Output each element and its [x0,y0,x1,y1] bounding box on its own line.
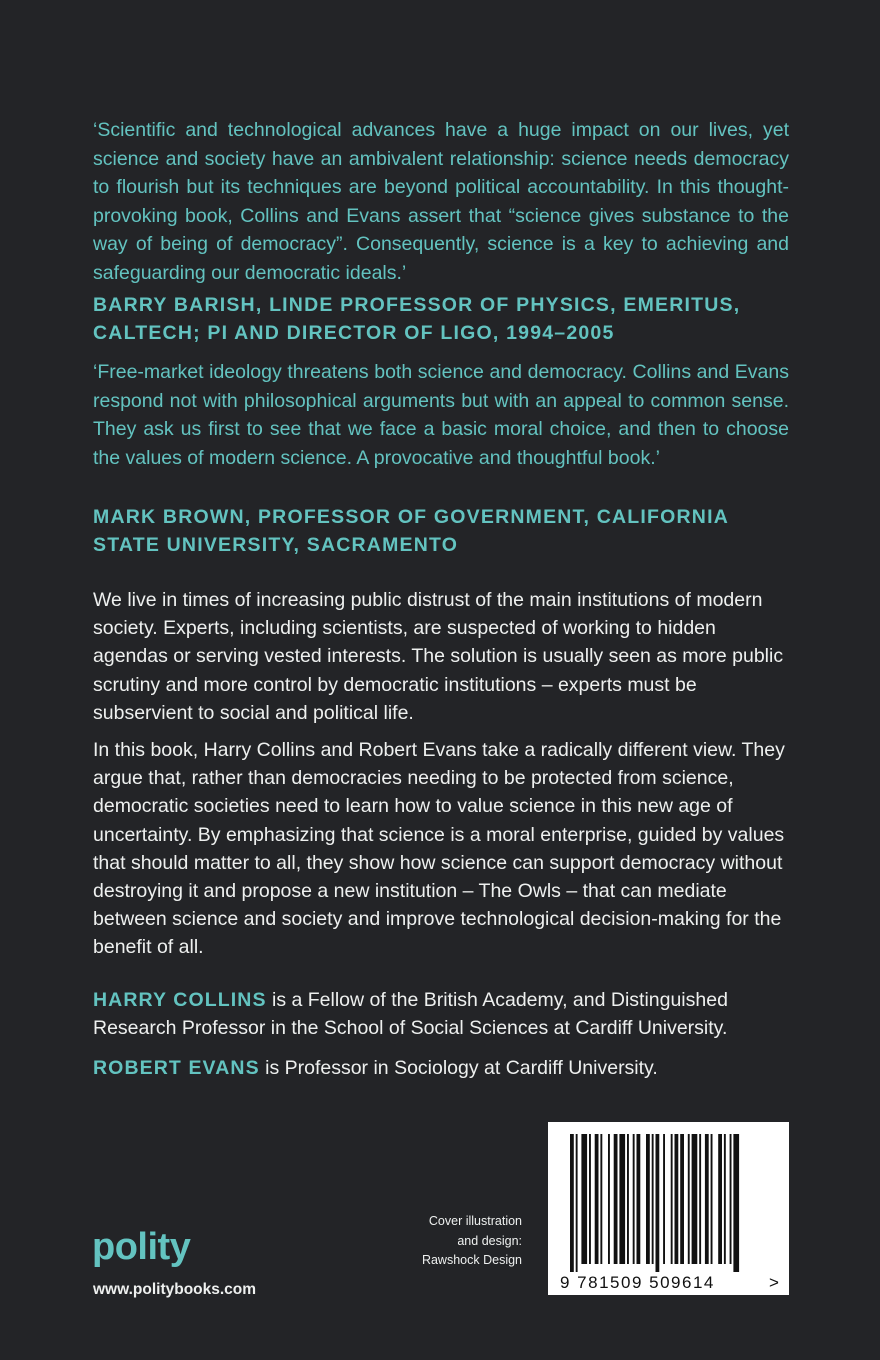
barcode-bar [570,1134,574,1272]
barcode-trailer: > [769,1273,779,1292]
barcode-bar [589,1134,591,1264]
credit-line-2: and design: [457,1233,522,1248]
description-paragraph-1: We live in times of increasing public distrust of the main institutions of modern society. Experts, including scientists, are suspected of working to hidden agendas or serving vested interests. The solution is usually seen as more public scrutiny and more control by democratic institutions – experts must be subservient to social and political life. [93,589,784,724]
barcode-bar [637,1134,641,1264]
credit-line-1: Cover illustration [428,1214,522,1228]
quote-brown: ‘Free-market ideology threatens both science and democracy. Collins and Evans respond not with philosophical arguments but with an appeal to common sense. They ask us first to see that we face a basic moral choice, and then to choose the values of modern science. A provocative and thoughtful book.’ [93,361,789,469]
barcode-bar [680,1134,684,1264]
isbn-barcode [548,1122,789,1295]
description-paragraph-2: In this book, Harry Collins and Robert Evans take a radically different view. They argue that, rather than democracies needing to be protected from science, democratic societies need to learn how to value science in this new age of uncertainty. By emphasizing that science is a moral enterprise, guided by values that should matter to all, they show how science can support democracy without destroying it and propose a new institution – The Owls – that can mediate between science and society and improve technological decision-making for the benefit of all. [93,739,785,959]
barcode-bar [581,1134,587,1264]
polity-logo: polity [92,1226,191,1268]
barcode-bar [633,1134,635,1264]
barcode-bars [570,1134,739,1272]
barcode-bar [663,1134,665,1264]
barcode-graphic [548,1122,789,1295]
barcode-bar [692,1134,698,1264]
credit-line-3: Rawshock Design [421,1253,522,1267]
barcode-bar [675,1134,679,1264]
author-bio-text-collins: is a Fellow of the British Academy, and Distinguished Research Professor in the School of Social Sciences at Cardiff University. [93,989,728,1040]
barcode-bar [699,1134,701,1264]
barcode-bar [627,1134,629,1264]
barcode-bar [711,1134,713,1264]
barcode-bar [724,1134,726,1264]
barcode-bar [730,1134,732,1264]
barcode-bar [705,1134,709,1264]
barcode-bar [652,1134,654,1264]
author-bio-evans [93,1054,789,1082]
author-name-evans: ROBERT EVANS [93,1057,260,1079]
author-bio-text-evans: is Professor in Sociology at Cardiff University. [259,1057,658,1079]
barcode-bar [718,1134,722,1264]
barcode-bar [595,1134,599,1264]
publisher-url: www.politybooks.com [93,1281,257,1298]
author-bio-collins [93,986,789,1042]
barcode-bar [600,1134,602,1264]
barcode-bar [576,1134,578,1272]
barcode-number: 9 781509 509614 [560,1273,715,1292]
barcode-bar [656,1134,660,1272]
attribution-brown: MARK BROWN, PROFESSOR OF GOVERNMENT, CALIFORNIA STATE UNIVERSITY, SACRAMENTO [93,506,729,556]
barcode-bar [733,1134,739,1272]
barcode-bar [619,1134,625,1264]
barcode-bar [614,1134,618,1264]
barcode-bar [646,1134,650,1264]
attribution-barish: BARRY BARISH, LINDE PROFESSOR OF PHYSICS, EMERITUS, CALTECH; PI AND DIRECTOR OF LIGO, 1994–2005 [93,294,741,344]
barcode-bar [688,1134,690,1264]
quote-barish: ‘Scientific and technological advances have a huge impact on our lives, yet science and society have an ambivalent relationship: science needs democracy to flourish but its techniques are beyond political accountability. In this thought-provoking book, Collins and Evans assert that “science gives substance to the way of being of democracy”. Consequently, science is a key to achieving and safeguarding our democratic ideals.’ [93,119,789,284]
author-name-collins: HARRY COLLINS [93,989,267,1011]
barcode-bar [608,1134,610,1264]
barcode-bar [671,1134,673,1264]
cover-credit [404,1212,522,1271]
